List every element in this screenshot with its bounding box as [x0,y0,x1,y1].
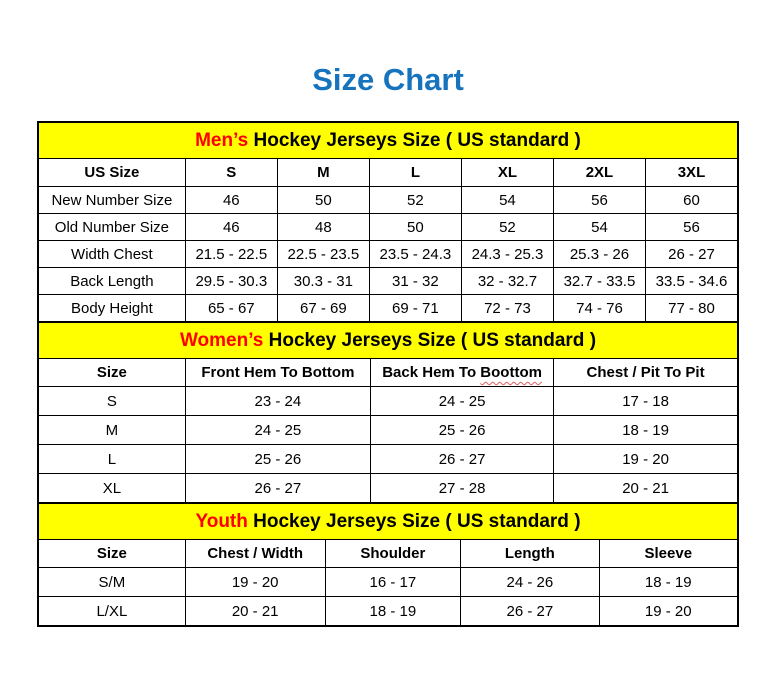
cell-value: 20 - 21 [554,474,738,503]
page-title: Size Chart [312,62,464,97]
cell-value: 54 [461,187,553,214]
cell-value: 19 - 20 [554,445,738,474]
womens-col-back-hem [371,359,554,387]
table-row [39,187,738,214]
womens-section-header [39,323,738,359]
womens-header-row [39,359,738,387]
cell-value: 25.3 - 26 [553,241,645,268]
size-chart-container [37,121,739,627]
cell-value: 24 - 26 [461,568,599,597]
back-hem-label-prefix: Back Hem To [382,364,481,381]
table-row [39,295,738,322]
cell-value: 30.3 - 31 [277,268,369,295]
table-row [39,416,738,445]
row-label: Back Length [39,268,186,295]
cell-value: 22.5 - 23.5 [277,241,369,268]
cell-value: 48 [277,214,369,241]
table-row [39,387,738,416]
cell-value: 25 - 26 [185,445,370,474]
row-label: Old Number Size [39,214,186,241]
row-label: M [39,416,186,445]
cell-value: 26 - 27 [645,241,737,268]
cell-value: 26 - 27 [461,597,599,626]
mens-section-band-row [39,123,738,159]
cell-value: 16 - 17 [325,568,461,597]
womens-section-band-row [39,323,738,359]
cell-value: 17 - 18 [554,387,738,416]
cell-value: 65 - 67 [185,295,277,322]
table-row [39,214,738,241]
cell-value: 46 [185,214,277,241]
cell-value: 56 [645,214,737,241]
cell-value: 24.3 - 25.3 [461,241,553,268]
table-row [39,568,738,597]
table-row [39,597,738,626]
mens-col-xl: XL [461,159,553,187]
mens-col-3xl: 3XL [645,159,737,187]
cell-value: 18 - 19 [599,568,737,597]
cell-value: 52 [369,187,461,214]
youth-col-length: Length [461,540,599,568]
cell-value: 69 - 71 [369,295,461,322]
cell-value: 27 - 28 [371,474,554,503]
row-label: Body Height [39,295,186,322]
youth-section-accent: Youth [195,510,248,532]
cell-value: 18 - 19 [554,416,738,445]
womens-col-size: Size [39,359,186,387]
mens-col-2xl: 2XL [553,159,645,187]
youth-header-row [39,540,738,568]
table-row [39,241,738,268]
mens-col-s: S [185,159,277,187]
cell-value: 52 [461,214,553,241]
back-hem-misspelled-word: Boottom [480,364,542,381]
cell-value: 74 - 76 [553,295,645,322]
table-row [39,268,738,295]
mens-section-header [39,123,738,159]
cell-value: 19 - 20 [185,568,325,597]
cell-value: 24 - 25 [371,387,554,416]
womens-section-title: Hockey Jerseys Size ( US standard ) [263,329,597,351]
row-label: L [39,445,186,474]
cell-value: 67 - 69 [277,295,369,322]
womens-size-table [38,322,738,503]
cell-value: 50 [277,187,369,214]
cell-value: 26 - 27 [185,474,370,503]
womens-col-front-hem: Front Hem To Bottom [185,359,370,387]
row-label: XL [39,474,186,503]
table-row [39,474,738,503]
cell-value: 29.5 - 30.3 [185,268,277,295]
youth-col-shoulder: Shoulder [325,540,461,568]
cell-value: 56 [553,187,645,214]
youth-col-size: Size [39,540,186,568]
row-label: New Number Size [39,187,186,214]
womens-col-chest: Chest / Pit To Pit [554,359,738,387]
youth-col-chest-width: Chest / Width [185,540,325,568]
cell-value: 32 - 32.7 [461,268,553,295]
mens-header-row [39,159,738,187]
mens-section-title: Hockey Jerseys Size ( US standard ) [248,129,581,151]
table-row [39,445,738,474]
cell-value: 50 [369,214,461,241]
cell-value: 23.5 - 24.3 [369,241,461,268]
cell-value: 20 - 21 [185,597,325,626]
cell-value: 25 - 26 [371,416,554,445]
youth-col-sleeve: Sleeve [599,540,737,568]
youth-size-table [38,503,738,626]
cell-value: 26 - 27 [371,445,554,474]
cell-value: 18 - 19 [325,597,461,626]
cell-value: 21.5 - 22.5 [185,241,277,268]
youth-section-band-row [39,504,738,540]
cell-value: 54 [553,214,645,241]
mens-size-table [38,122,738,322]
cell-value: 72 - 73 [461,295,553,322]
cell-value: 46 [185,187,277,214]
row-label: Width Chest [39,241,186,268]
youth-section-title: Hockey Jerseys Size ( US standard ) [247,510,581,532]
mens-col-us-size: US Size [39,159,186,187]
womens-section-accent: Women’s [179,329,264,351]
youth-section-header [39,504,738,540]
cell-value: 77 - 80 [645,295,737,322]
cell-value: 23 - 24 [185,387,370,416]
cell-value: 60 [645,187,737,214]
row-label: S/M [39,568,186,597]
cell-value: 33.5 - 34.6 [645,268,737,295]
mens-col-l: L [369,159,461,187]
cell-value: 24 - 25 [185,416,370,445]
cell-value: 32.7 - 33.5 [553,268,645,295]
row-label: L/XL [39,597,186,626]
cell-value: 19 - 20 [599,597,737,626]
mens-col-m: M [277,159,369,187]
row-label: S [39,387,186,416]
mens-section-accent: Men’s [195,129,249,151]
cell-value: 31 - 32 [369,268,461,295]
